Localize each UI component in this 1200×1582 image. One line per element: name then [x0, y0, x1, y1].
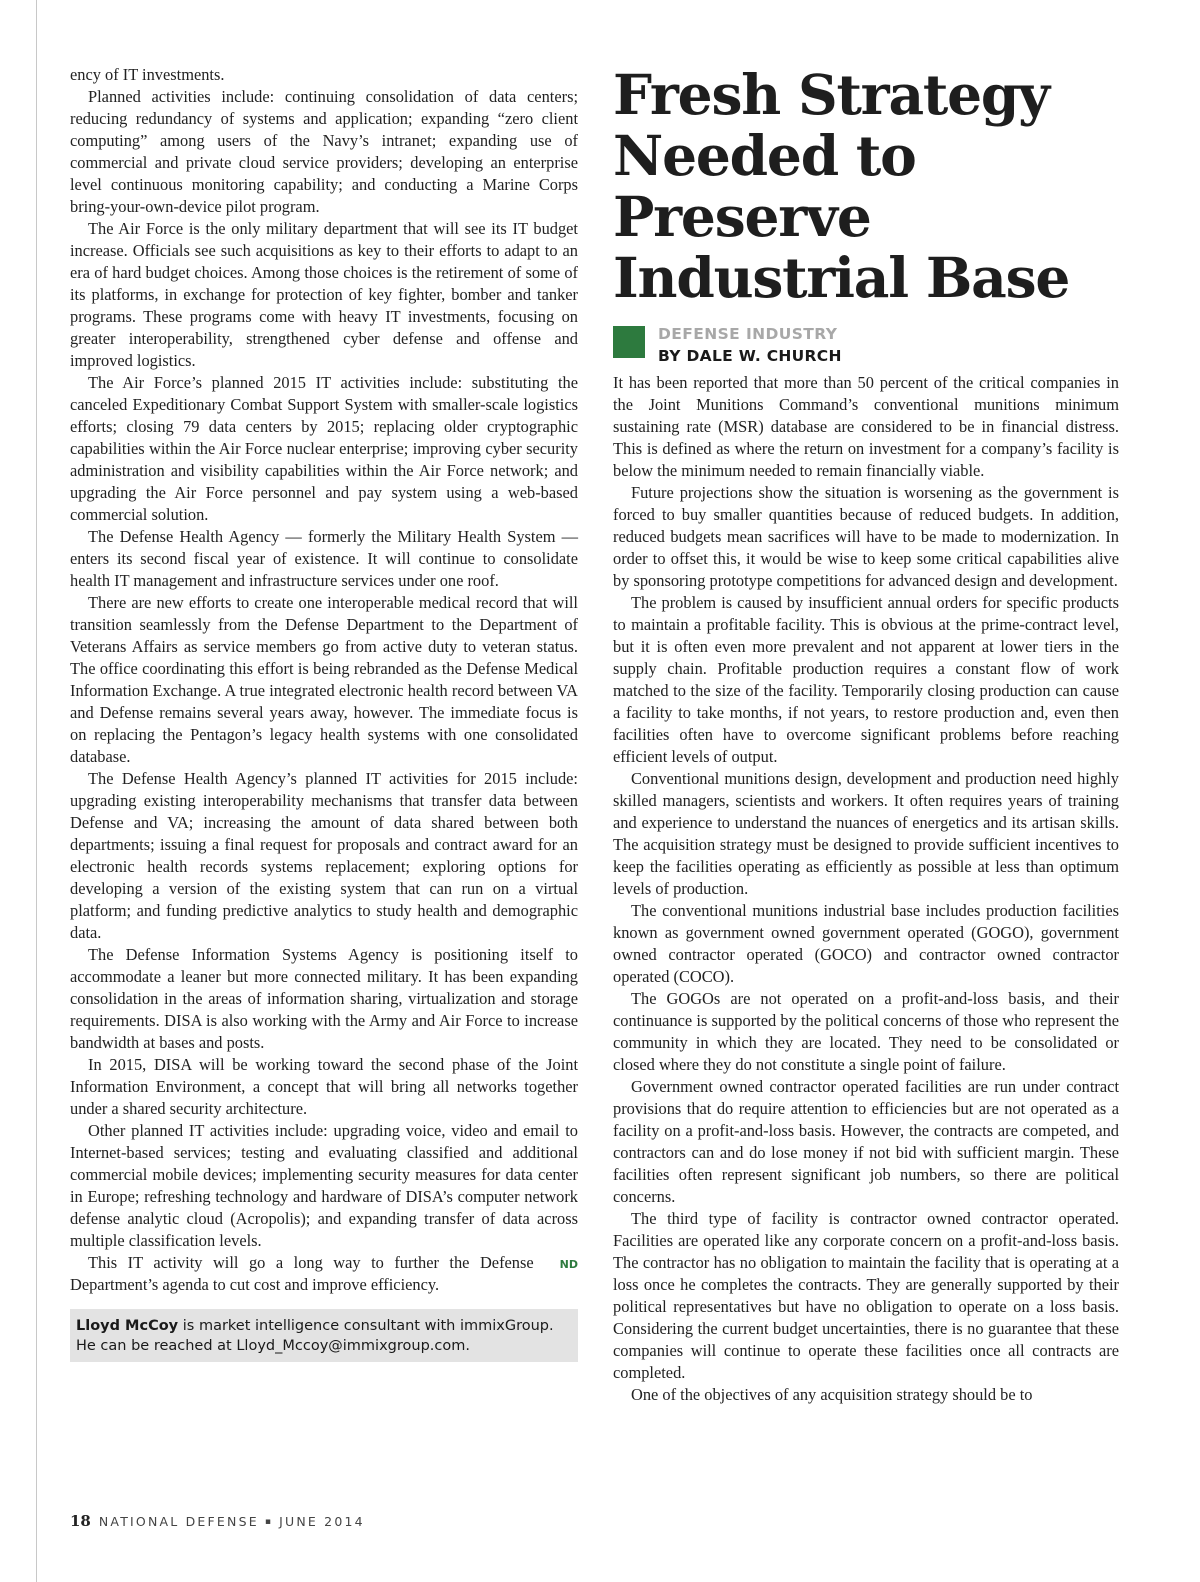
section-category: DEFENSE INDUSTRY [658, 325, 838, 343]
end-mark: ND [559, 1258, 578, 1271]
article-paragraph: Government owned contractor operated facilities are run under contract provisions that do require attention to efficiencies but are not operated as a facility on a profit-and-loss basis. However, the contracts are competed, and contractors can and do lose money if not bid with sufficient margin. These facilities often represent significant job numbers, so there are political concerns. [613, 1077, 1119, 1206]
bio-author-name: Lloyd McCoy [76, 1318, 179, 1334]
author-bio-box [70, 1309, 578, 1362]
article-paragraph: The problem is caused by insufficient annual orders for specific products to maintain a profitable facility. This is obvious at the prime-contract level, but it is often even more prevalent and not apparent at lower tiers in the supply chain. Profitable production requires a constant flow of work matched to the size of the facility. Temporarily closing production can cause a facility to take months, if not years, to restore production and, even then facilities often have to overcome significant problems before reaching efficient levels of output. [613, 593, 1119, 766]
body-paragraph: The Air Force’s planned 2015 IT activities include: substituting the canceled Expeditionary Combat Support System with smaller-scale logistics efforts; closing 79 data centers by 2015; replacing older cryptographic capabilities within the Air Force nuclear enterprise; improving cyber security administration and visibility capabilities within the Air Force network; and upgrading the Air Force personnel and pay system using a web-based commercial solution. [70, 373, 578, 524]
page-number: 18 [70, 1512, 91, 1530]
footer-separator: ▪ [264, 1517, 274, 1527]
page-footer [70, 1512, 365, 1530]
article-paragraph: The third type of facility is contractor owned contractor operated. Facilities are operated like any corporate concern on a profit-and-loss basis. The contractor has no obligation to maintain the facility that is operating at a loss once he completes the contracts. They are generally supported by their political representatives but have no obligation to operate on a loss basis. Considering the current budget uncertainties, there is no guarantee that these companies will continue to operate these facilities once all contracts are completed. [613, 1209, 1119, 1382]
article-kicker [613, 324, 1119, 370]
page-edge-rule [36, 0, 37, 1582]
body-paragraph: The Defense Health Agency’s planned IT activities for 2015 include: upgrading existing interoperability mechanisms that transfer data between Defense and VA; increasing the amount of data shared between both departments; issuing a final request for proposals and contract award for an electronic health records systems replacement; exploring options for developing a version of the existing system that can run on a virtual platform; and funding predictive analytics to study health and demographic data. [70, 769, 578, 942]
article-headline: Fresh Strategy Needed to Preserve Industrial Base [613, 62, 1070, 310]
article-byline: BY DALE W. CHURCH [658, 347, 842, 365]
body-paragraph: Other planned IT activities include: upgrading voice, video and email to Internet-based services; testing and evaluating classified and additional commercial mobile devices; implementing security measures for data center in Europe; refreshing technology and hardware of DISA’s computer network defense analytic cloud (Acropolis); and expanding transfer of data across multiple classification levels. [70, 1121, 578, 1250]
issue-date: JUNE 2014 [279, 1514, 365, 1529]
publication-name: NATIONAL DEFENSE [98, 1514, 259, 1529]
article-paragraph: One of the objectives of any acquisition strategy should be to [631, 1385, 1033, 1404]
body-paragraph: The Defense Information Systems Agency is positioning itself to accommodate a leaner but more connected military. It has been expanding consolidation in the areas of information sharing, virtualization and storage requirements. DISA is also working with the Army and Air Force to increase bandwidth at bases and posts. [70, 945, 578, 1052]
left-column [70, 64, 578, 1362]
section-marker-icon [613, 326, 645, 358]
body-paragraph: In 2015, DISA will be working toward the second phase of the Joint Information Environment, a concept that will bring all networks together under a shared security architecture. [70, 1055, 578, 1118]
article-column [613, 64, 1119, 1406]
article-paragraph: Future projections show the situation is worsening as the government is forced to buy smaller quantities because of reduced budgets. In addition, reduced budgets mean sacrifices will have to be made to modernization. In order to offset this, it would be wise to keep some critical capabilities alive by sponsoring prototype competitions for advanced design and development. [613, 483, 1119, 590]
body-paragraph: Planned activities include: continuing consolidation of data centers; reducing redundancy of systems and application; expanding “zero client computing” among users of the Navy’s intranet; expanding use of commercial and private cloud service providers; developing an enterprise level continuous monitoring capability; and conducting a Marine Corps bring-your-own-device pilot program. [70, 87, 578, 216]
article-paragraph: It has been reported that more than 50 percent of the critical companies in the Joint Munitions Command’s conventional munitions minimum sustaining rate (MSR) database are considered to be in financial distress. This is defined as where the return on investment for a company’s facility is below the minimum needed to remain financially viable. [613, 373, 1119, 480]
final-paragraph-text: This IT activity will go a long way to further the Defense Department’s agenda to cut cost and improve efficiency. [70, 1253, 534, 1294]
bio-text: is market intelligence consultant with immixGroup. He can be reached at Lloyd_Mccoy@immixgroup.com. [76, 1318, 554, 1354]
body-paragraph: ency of IT investments. [70, 65, 225, 84]
article-paragraph: Conventional munitions design, development and production need highly skilled managers, scientists and workers. It often requires years of training and experience to understand the nuances of energetics and its artisan skills. The acquisition strategy must be designed to provide sufficient incentives to keep the facilities operating as efficiently as possible at less than optimum levels of production. [613, 769, 1119, 898]
article-paragraph: The conventional munitions industrial base includes production facilities known as government owned government operated (GOGO), government owned contractor operated (GOCO) and contractor owned contractor operated (COCO). [613, 901, 1119, 986]
body-paragraph: The Defense Health Agency — formerly the Military Health System — enters its second fiscal year of existence. It will continue to consolidate health IT management and infrastructure services under one roof. [70, 527, 578, 590]
final-paragraph [70, 1252, 578, 1296]
body-paragraph: There are new efforts to create one interoperable medical record that will transition seamlessly from the Defense Department to the Department of Veterans Affairs as service members go from active duty to veteran status. The office coordinating this effort is being rebranded as the Defense Medical Information Exchange. A true integrated electronic health record between VA and Defense remains several years away, however. The immediate focus is on replacing the Pentagon’s legacy health systems with one consolidated database. [70, 593, 578, 766]
article-paragraph: The GOGOs are not operated on a profit-and-loss basis, and their continuance is supported by the political concerns of those who represent the community in which they are located. They need to be consolidated or closed where they do not constitute a single point of failure. [613, 989, 1119, 1074]
body-paragraph: The Air Force is the only military department that will see its IT budget increase. Officials see such acquisitions as key to their efforts to adapt to an era of hard budget choices. Among those choices is the retirement of some of its platforms, in exchange for protection of key fighter, bomber and tanker programs. These programs come with heavy IT investments, focusing on greater interoperability, strengthened cyber defense and offense and improved logistics. [70, 219, 578, 370]
